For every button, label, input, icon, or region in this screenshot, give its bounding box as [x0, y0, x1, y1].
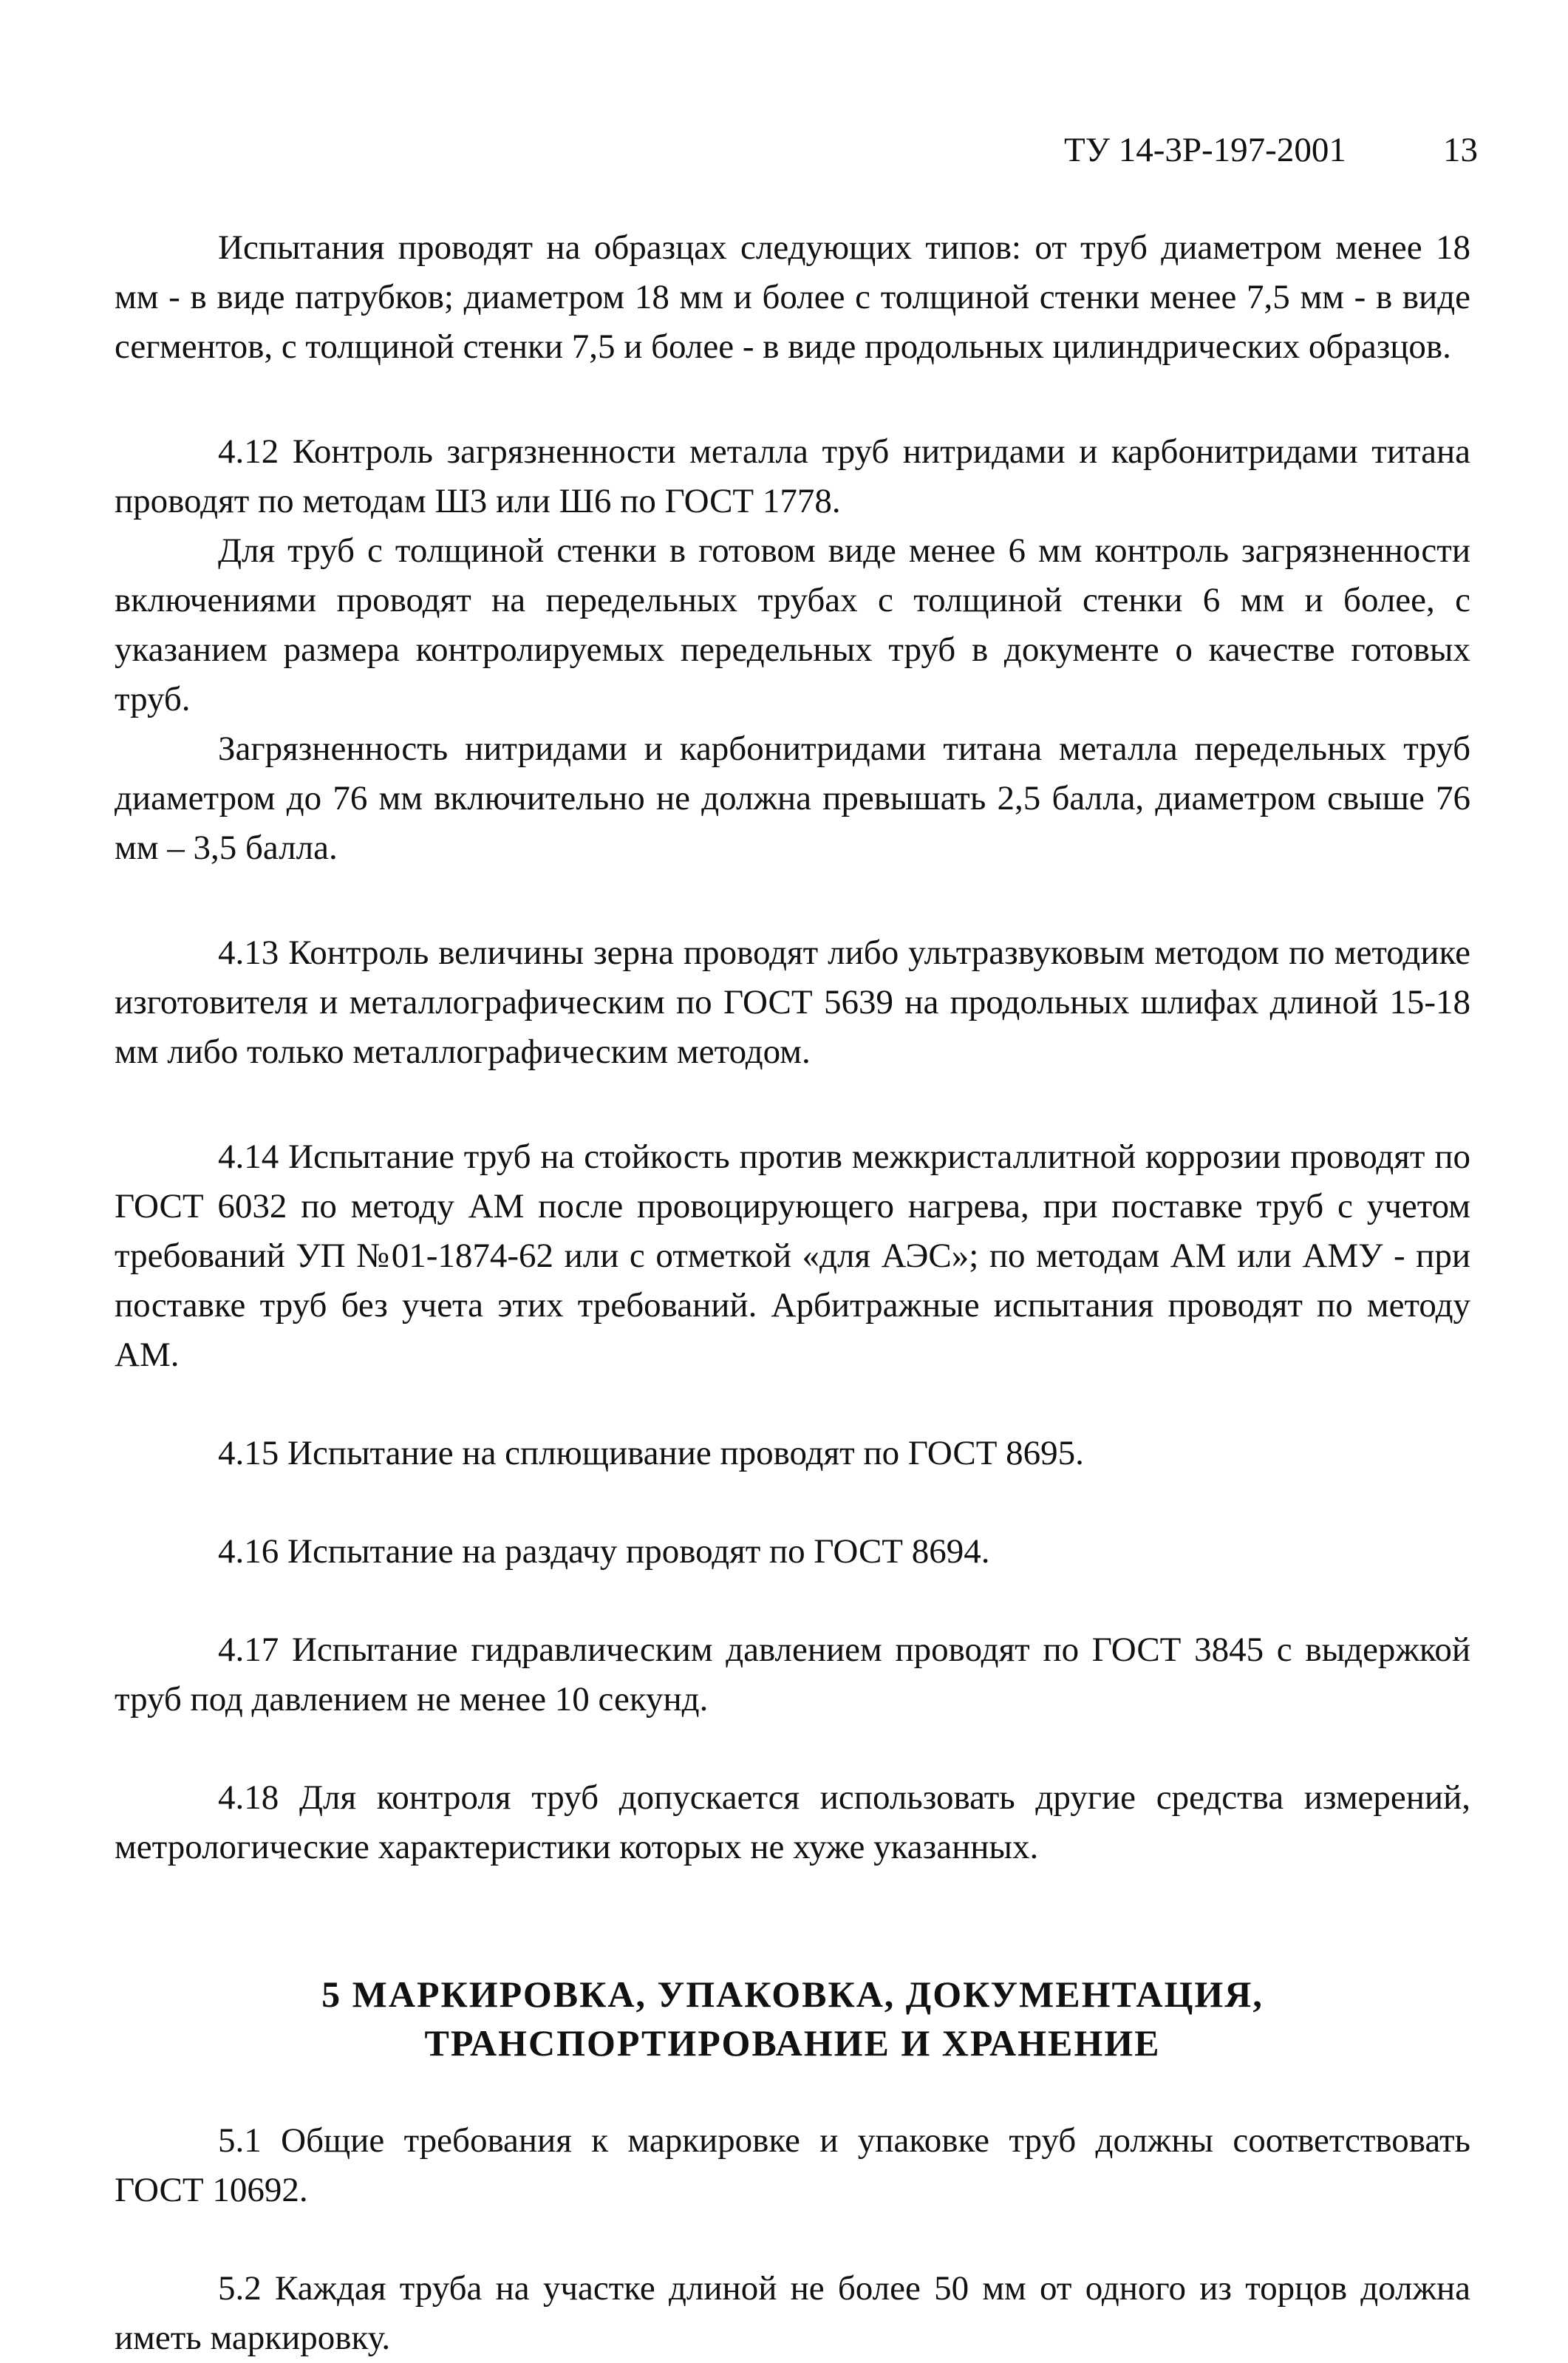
- paragraph-4-17: 4.17 Испытание гидравлическим давлением проводят по ГОСТ 3845 с выдержкой труб под давлением не менее 10 секунд.: [115, 1631, 1470, 1718]
- document-code: ТУ 14-3Р-197-2001: [1064, 131, 1346, 169]
- paragraph-4-12-c: Загрязненность нитридами и карбонитридами титана металла передельных труб диаметром до 76 мм включительно не должна превышать 2,5 балла, диаметром свыше 76 мм – 3,5 балла.: [115, 730, 1470, 867]
- paragraph-4-18: 4.18 Для контроля труб допускается использовать другие средства измерений, метрологические характеристики которых не хуже указанных.: [115, 1778, 1470, 1866]
- section-5-title: [115, 1970, 1470, 2067]
- paragraph-4-15: 4.15 Испытание на сплющивание проводят по ГОСТ 8695.: [218, 1434, 1084, 1472]
- paragraph-4-12-b: Для труб с толщиной стенки в готовом виде менее 6 мм контроль загрязненности включениями проводят на передельных трубах с толщиной стенки 6 мм и более, с указанием размера контролируемых передельных труб в документе о качестве готовых труб.: [115, 531, 1470, 718]
- section-5-title-line-1: 5 МАРКИРОВКА, УПАКОВКА, ДОКУМЕНТАЦИЯ,: [321, 1973, 1264, 2015]
- paragraph-4-14: 4.14 Испытание труб на стойкость против межкристаллитной коррозии проводят по ГОСТ 6032 по методу АМ после провоцирующего нагрева, при поставке труб с учетом требований УП №01-1874-62 или с отметкой «для АЭС»; по методам АМ или АМУ - при поставке труб без учета этих требований. Арбитражные испытания проводят по методу АМ.: [115, 1138, 1470, 1374]
- paragraph-5-1: 5.1 Общие требования к маркировке и упаковке труб должны соответствовать ГОСТ 10692.: [115, 2121, 1470, 2209]
- document-body: [115, 223, 1470, 2363]
- paragraph-4-13: 4.13 Контроль величины зерна проводят либо ультразвуковым методом по методике изготовителя и металлографическим по ГОСТ 5639 на продольных шлифах длиной 15-18 мм либо только металлографическим методом.: [115, 934, 1470, 1071]
- section-5-title-line-2: ТРАНСПОРТИРОВАНИЕ И ХРАНЕНИЕ: [424, 2022, 1161, 2064]
- paragraph-4-12: 4.12 Контроль загрязненности металла труб нитридами и карбонитридами титана проводят по методам Ш3 или Ш6 по ГОСТ 1778.: [115, 432, 1470, 520]
- paragraph-4-16: 4.16 Испытание на раздачу проводят по ГОСТ 8694.: [218, 1532, 990, 1571]
- paragraph-5-2: 5.2 Каждая труба на участке длиной не более 50 мм от одного из торцов должна иметь маркировку.: [115, 2269, 1470, 2357]
- page-number: 13: [1443, 131, 1478, 169]
- paragraph-test-samples: Испытания проводят на образцах следующих типов: от труб диаметром менее 18 мм - в виде патрубков; диаметром 18 мм и более с толщиной стенки менее 7,5 мм - в виде сегментов, с толщиной стенки 7,5 и более - в виде продольных цилиндрических образцов.: [115, 228, 1470, 366]
